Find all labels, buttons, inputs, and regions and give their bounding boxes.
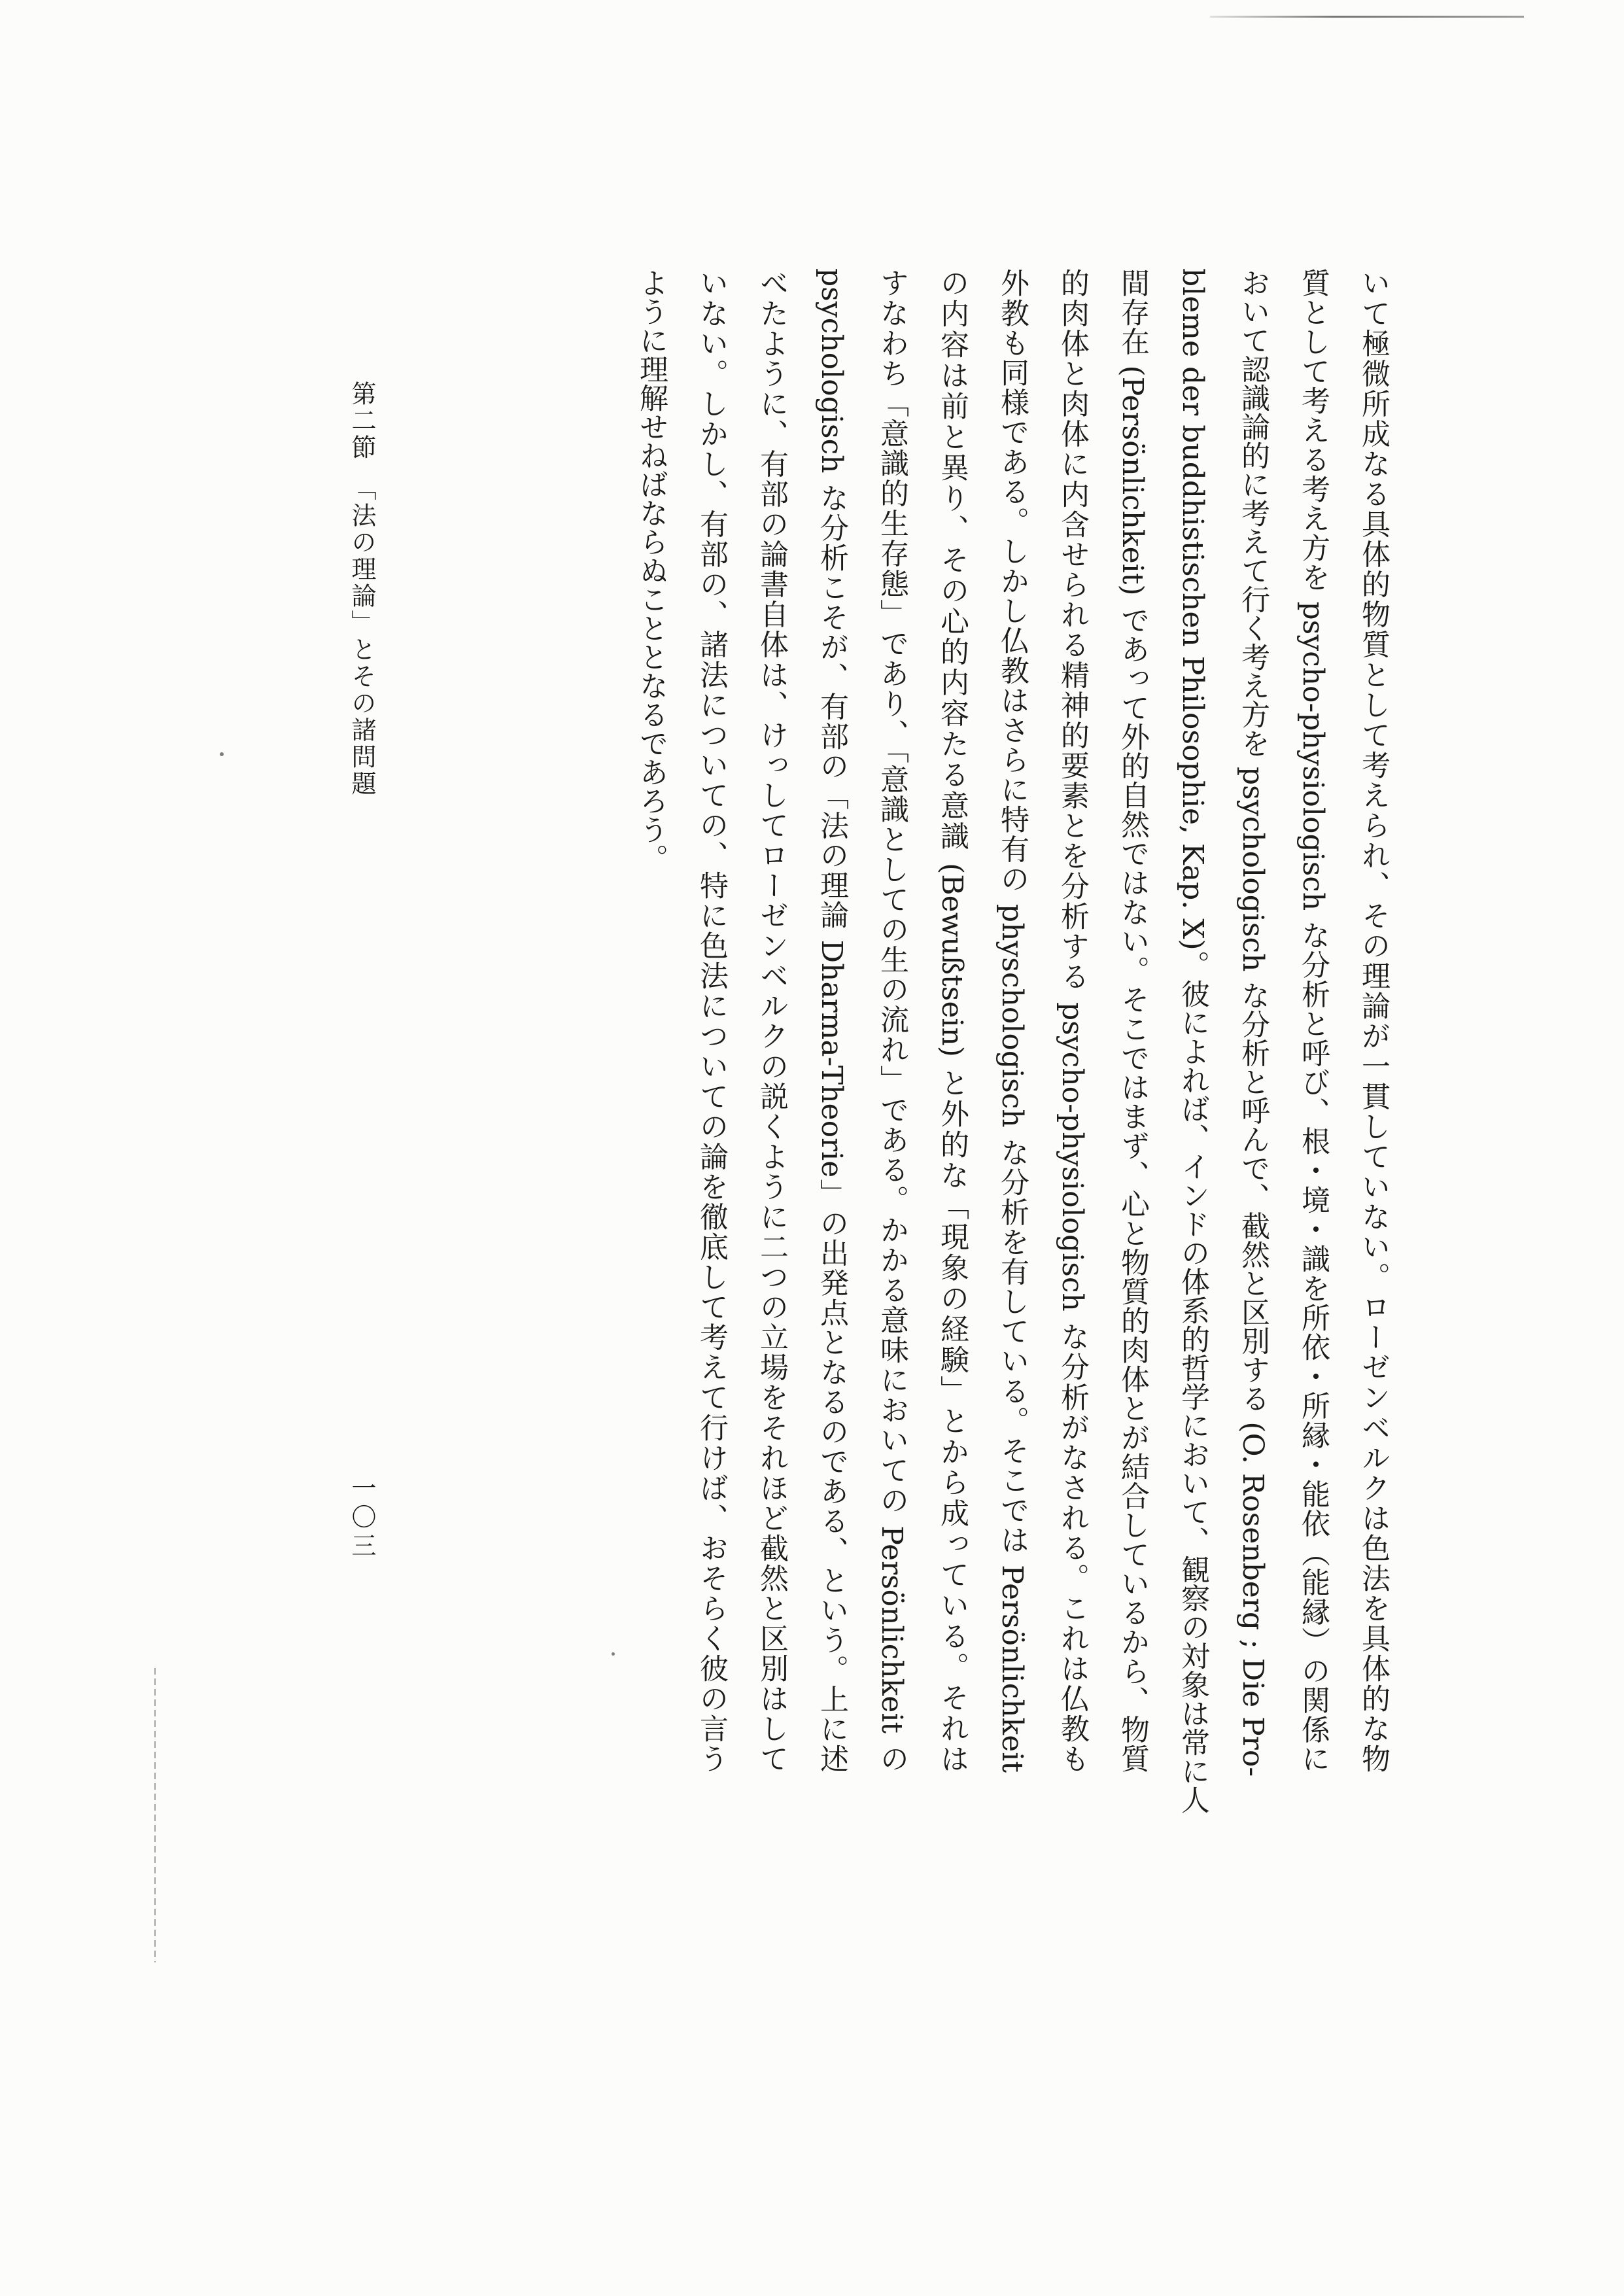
text-column: いない。しかし、有部の、諸法についての、特に色法についての論を徹底して考えて行けば、おそらく彼の言う: [695, 268, 728, 1773]
text-column: 的肉体と肉体に内含せられる精神的要素とを分析する psycho-physiologisch な分析がなされる。これは仏教も: [1056, 268, 1089, 1773]
text-column: おいて認識論的に考えて行く考え方を psychologisch な分析と呼んで、截然と区別する (O. Rosenberg ; Die Pro-: [1236, 268, 1270, 1777]
scan-speck: [612, 1652, 615, 1656]
text-column: すなわち「意識的生存態」であり、「意識としての生の流れ」である。かかる意味においての Persönlichkeit の: [875, 268, 908, 1773]
text-column: いて極微所成なる具体的物質として考えられ、その理論が一貫していない。ローゼンベルクは色法を具体的な物: [1356, 268, 1390, 1773]
text-column-last: ように理解せねばならぬこととなるであろう。: [634, 268, 668, 873]
text-column: べたように、有部の論書自体は、けっしてローゼンベルクの説くように二つの立場をそれほど截然と区別はして: [755, 268, 788, 1773]
scan-speck: [220, 752, 224, 756]
text-column: bleme der buddhistischen Philosophie, Kap. X)。彼によれば、インドの体系的哲学において、観察の対象は常に人: [1176, 268, 1209, 1814]
running-header: 第二節 「法の理論」とその諸問題: [347, 381, 376, 797]
text-column: psychologisch な分析こそが、有部の「法の理論 Dharma-Theorie」の出発点となるのである、という。上に述: [815, 268, 848, 1773]
scan-margin-line: [154, 1668, 156, 1962]
page-number: 一〇三: [347, 1475, 376, 1561]
text-column: の内容は前と異り、その心的内容たる意識 (Bewußtsein) と外的な「現象の経験」とから成っている。それは: [935, 268, 969, 1773]
text-column: 間存在 (Persönlichkeit) であって外的自然ではない。そこではまず、心と物質的肉体とが結合しているから、物質: [1116, 268, 1149, 1773]
text-column: 外教も同様である。しかし仏教はさらに特有の physchologisch な分析を有している。そこでは Persönlichkeit: [995, 268, 1029, 1773]
scan-edge-line: [1210, 16, 1524, 18]
text-column: 質として考える考え方を psycho-physiologisch な分析と呼び、根・境・識を所依・所縁・能依（能縁）の関係に: [1296, 268, 1330, 1773]
